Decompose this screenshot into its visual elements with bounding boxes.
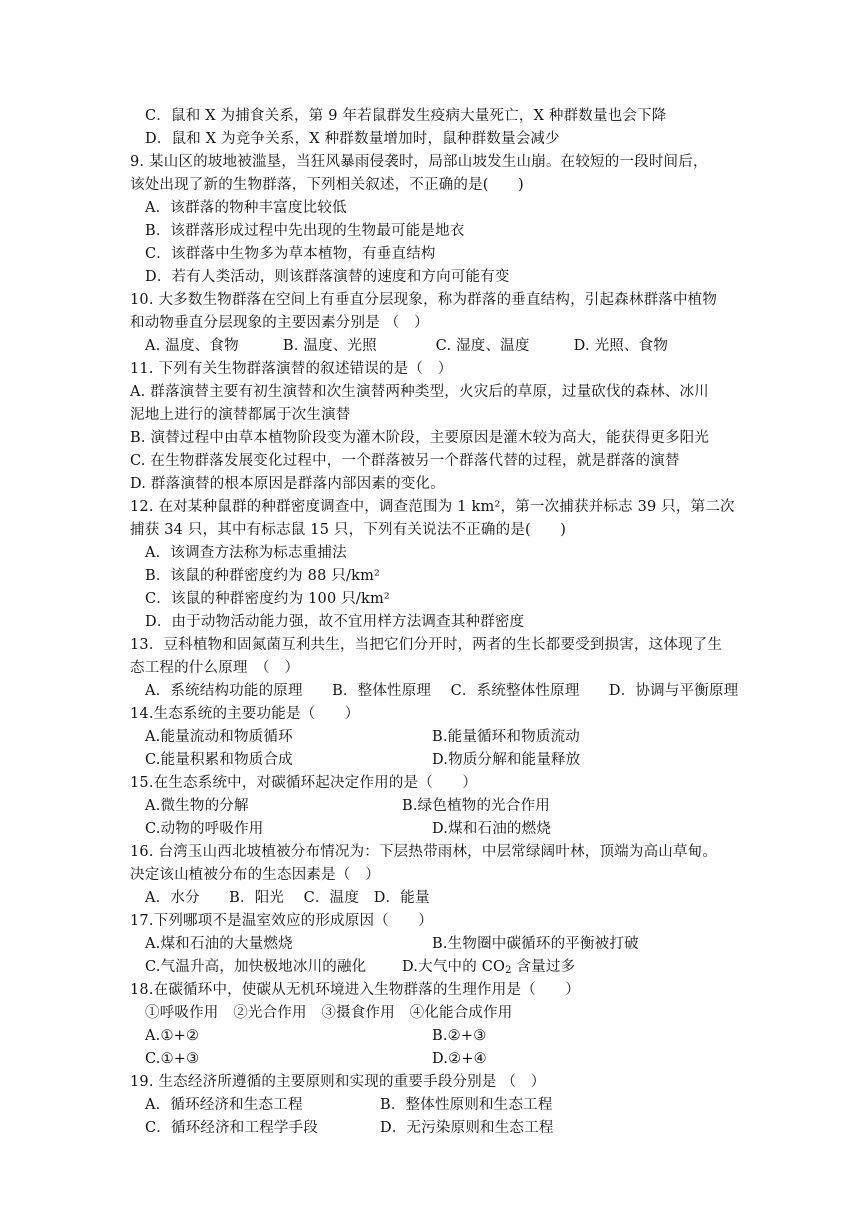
q19-option-b: B．整体性原则和生态工程	[380, 1097, 553, 1113]
q12-stem-line2: 捕获 34 只，其中有标志鼠 15 只，下列有关说法不正确的是( )	[130, 522, 567, 538]
q15-option-d: D.煤和石油的燃烧	[432, 821, 552, 837]
q17-option-b: B.生物圈中碳循环的平衡被打破	[432, 936, 639, 952]
q14-option-c: C.能量积累和物质合成	[145, 752, 293, 768]
q17-option-d-tail: 含量过多	[511, 959, 576, 975]
q9-option-b: B．该群落形成过程中先出现的生物最可能是地衣	[145, 223, 465, 239]
q16-options: A．水分 B．阳光 C．温度 D．能量	[145, 890, 430, 906]
q18-option-b: B.②+③	[432, 1028, 487, 1044]
q17-option-d-subscript: 2	[505, 965, 512, 976]
q10-stem-line1: 10. 大多数生物群落在空间上有垂直分层现象，称为群落的垂直结构，引起森林群落中植物	[130, 292, 718, 308]
q9-option-c: C．该群落中生物多为草本植物，有垂直结构	[145, 246, 436, 262]
q11-option-c: C. 在生物群落发展变化过程中，一个群落被另一个群落代替的过程，就是群落的演替	[130, 453, 680, 469]
q17-option-d-text: D.大气中的 CO	[402, 959, 506, 975]
q12-option-d: D．由于动物活动能力强，故不宜用样方法调查其种群密度	[145, 614, 525, 630]
q14-stem: 14.生态系统的主要功能是（ ）	[130, 706, 360, 722]
q19-stem: 19. 生态经济所遵循的主要原则和实现的重要手段分别是 （ ）	[130, 1074, 546, 1090]
q8-option-c: C．鼠和 X 为捕食关系，第 9 年若鼠群发生疫病大量死亡，X 种群数量也会下降	[145, 108, 667, 124]
q18-option-c: C.①+③	[145, 1051, 200, 1067]
q11-option-a-line1: A. 群落演替主要有初生演替和次生演替两种类型，火灾后的草原，过量砍伐的森林、冰川	[130, 384, 709, 400]
q15-option-a: A.微生物的分解	[145, 798, 249, 814]
q15-stem: 15.在生态系统中，对碳循环起决定作用的是（ ）	[130, 775, 478, 791]
q12-option-a: A．该调查方法称为标志重捕法	[145, 545, 347, 561]
q11-stem: 11. 下列有关生物群落演替的叙述错误的是（ ）	[130, 361, 453, 377]
q18-stem: 18.在碳循环中，使碳从无机环境进入生物群落的生理作用是（ ）	[130, 982, 580, 998]
q19-option-a: A．循环经济和生态工程	[145, 1097, 303, 1113]
q16-stem-line2: 决定该山植被分布的生态因素是（ ）	[130, 867, 380, 883]
q11-option-b: B. 演替过程中由草本植物阶段变为灌木阶段，主要原因是灌木较为高大，能获得更多阳光	[130, 430, 710, 446]
q10-options: A. 温度、食物 B. 温度、光照 C. 湿度、温度 D. 光照、食物	[145, 338, 669, 354]
q17-option-a: A.煤和石油的大量燃烧	[145, 936, 293, 952]
q12-stem-line1: 12. 在对某种鼠群的种群密度调查中，调查范围为 1 km²，第一次捕获并标志 39 只，第二次	[130, 499, 735, 515]
q15-option-c: C.动物的呼吸作用	[145, 821, 264, 837]
q19-option-c: C．循环经济和工程学手段	[145, 1120, 318, 1136]
q16-stem-line1: 16. 台湾玉山西北坡植被分布情况为：下层热带雨林，中层常绿阔叶林，顶端为高山草甸。	[130, 844, 718, 860]
q9-option-a: A．该群落的物种丰富度比较低	[145, 200, 347, 216]
q8-option-d: D．鼠和 X 为竞争关系，X 种群数量增加时，鼠种群数量会减少	[145, 131, 560, 147]
q18-choices: ①呼吸作用 ②光合作用 ③摄食作用 ④化能合成作用	[145, 1005, 513, 1021]
q9-stem-line2: 该处出现了新的生物群落，下列相关叙述，不正确的是( )	[130, 177, 524, 193]
q12-option-b: B．该鼠的种群密度约为 88 只/km²	[145, 568, 381, 584]
q13-stem-line1: 13．豆科植物和固氮菌互利共生，当把它们分开时，两者的生长都要受到损害，这体现了生	[130, 637, 723, 653]
q11-option-a-line2: 泥地上进行的演替都属于次生演替	[130, 407, 351, 423]
q17-option-c: C.气温升高，加快极地冰川的融化	[145, 959, 367, 975]
q18-option-a: A.①+②	[145, 1028, 200, 1044]
q17-stem: 17.下列哪项不是温室效应的形成原因（ ）	[130, 913, 433, 929]
q15-option-b: B.绿色植物的光合作用	[402, 798, 550, 814]
q17-option-d	[402, 958, 575, 980]
q13-stem-line2: 态工程的什么原理 （ ）	[130, 660, 300, 676]
q14-option-a: A.能量流动和物质循环	[145, 729, 293, 745]
q12-option-c: C．该鼠的种群密度约为 100 只/km²	[145, 591, 390, 607]
q19-option-d: D．无污染原则和生态工程	[380, 1120, 554, 1136]
q14-option-d: D.物质分解和能量释放	[432, 752, 581, 768]
q9-option-d: D．若有人类活动，则该群落演替的速度和方向可能有变	[145, 269, 510, 285]
q9-stem-line1: 9. 某山区的坡地被滥垦，当狂风暴雨侵袭时，局部山坡发生山崩。在较短的一段时间后，	[130, 154, 708, 170]
q14-option-b: B.能量循环和物质流动	[432, 729, 580, 745]
q13-options: A．系统结构功能的原理 B．整体性原理 C．系统整体性原理 D．协调与平衡原理	[145, 683, 739, 699]
q10-stem-line2: 和动物垂直分层现象的主要因素分别是 （ ）	[130, 315, 429, 331]
q11-option-d: D. 群落演替的根本原因是群落内部因素的变化。	[130, 476, 445, 492]
q18-option-d: D.②+④	[432, 1051, 487, 1067]
